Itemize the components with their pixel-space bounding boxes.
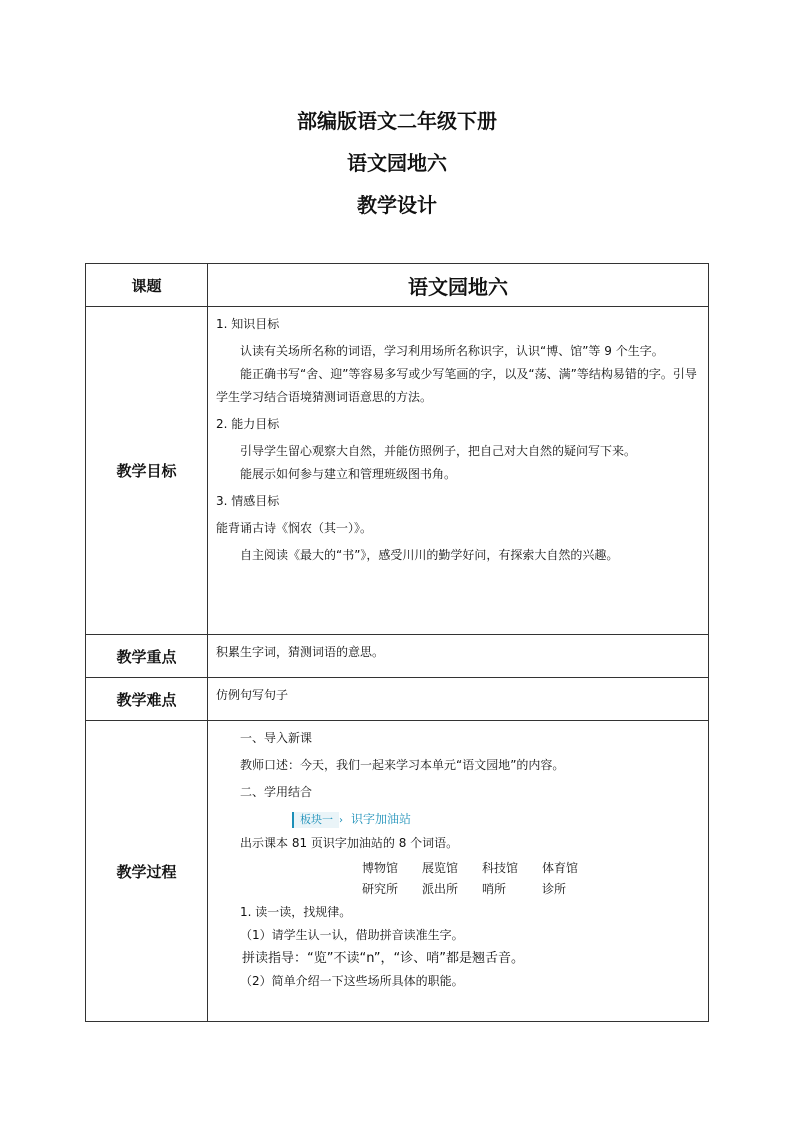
document-header bbox=[0, 100, 794, 226]
pinyin-guide: 拼读指导：“览”不读“n”，“诊、哨”都是翘舌音。 bbox=[242, 951, 524, 966]
doc-title-grade: 部编版语文二年级下册 bbox=[297, 109, 497, 133]
list-item: （1）请学生认一认，借助拼音读准生字。 bbox=[240, 928, 464, 942]
process-content bbox=[208, 721, 709, 1022]
word-item: 研究所 bbox=[362, 882, 399, 896]
emotion-goal-title: 3. 情感目标 bbox=[216, 494, 280, 508]
key-point-text: 积累生字词，猜测词语的意思。 bbox=[216, 645, 385, 659]
knowledge-goal-text: 认读有关场所名称的词语，学习利用场所名称识字，认识“博、馆”等 9 个生字。 bbox=[240, 344, 664, 358]
emotion-goal-text: 自主阅读《最大的“书”》，感受川川的勤学好问，有探索大自然的兴趣。 bbox=[240, 548, 619, 562]
word-item: 博物馆 bbox=[362, 861, 399, 875]
knowledge-goal-title: 1. 知识目标 bbox=[216, 317, 280, 331]
word-list-row bbox=[216, 880, 700, 897]
chevron-right-icon: › bbox=[339, 815, 343, 826]
step-title: 二、学用结合 bbox=[240, 785, 313, 799]
doc-title-lesson: 语文园地六 bbox=[347, 151, 447, 175]
step-text: 出示课本 81 页识字加油站的 8 个词语。 bbox=[240, 836, 459, 850]
difficulty-label: 教学难点 bbox=[86, 678, 208, 721]
list-item: 1. 读一读，找规律。 bbox=[240, 905, 352, 919]
emotion-goal-text: 能背诵古诗《悯农（其一）》。 bbox=[216, 521, 373, 535]
step-text: 教师口述：今天，我们一起来学习本单元“语文园地”的内容。 bbox=[240, 758, 565, 772]
goals-label: 教学目标 bbox=[86, 307, 208, 635]
ability-goal-text: 引导学生留心观察大自然，并能仿照例子，把自己对大自然的疑问写下来。 bbox=[240, 444, 637, 458]
word-list-row bbox=[216, 859, 700, 876]
knowledge-goal-text: 能正确书写“舍、迎”等容易多写或少写笔画的字，以及“荡、满”等结构易错的字。引导学生学习结合语境猜测词语意思的方法。 bbox=[216, 367, 697, 404]
word-item: 体育馆 bbox=[542, 861, 579, 875]
word-item: 诊所 bbox=[542, 882, 567, 896]
word-item: 哨所 bbox=[482, 882, 507, 896]
word-item: 派出所 bbox=[422, 882, 459, 896]
word-item: 科技馆 bbox=[482, 861, 519, 875]
ability-goal-title: 2. 能力目标 bbox=[216, 417, 280, 431]
section-badge: 板块一 bbox=[292, 812, 339, 828]
lesson-plan-table bbox=[85, 263, 709, 1022]
difficulty-text: 仿例句写句子 bbox=[216, 688, 289, 702]
process-label: 教学过程 bbox=[86, 721, 208, 1022]
section-title: 识字加油站 bbox=[351, 812, 412, 826]
table-row bbox=[86, 635, 709, 678]
table-row bbox=[86, 721, 709, 1022]
difficulty-content bbox=[208, 678, 709, 721]
goals-content bbox=[208, 307, 709, 635]
key-point-label: 教学重点 bbox=[86, 635, 208, 678]
ability-goal-text: 能展示如何参与建立和管理班级图书角。 bbox=[240, 467, 457, 481]
word-item: 展览馆 bbox=[422, 861, 459, 875]
key-point-content bbox=[208, 635, 709, 678]
table-row bbox=[86, 678, 709, 721]
topic-value: 语文园地六 bbox=[208, 264, 709, 307]
section-banner bbox=[216, 808, 700, 832]
step-title: 一、导入新课 bbox=[240, 731, 313, 745]
doc-title-type: 教学设计 bbox=[357, 193, 437, 217]
table-row bbox=[86, 264, 709, 307]
table-row bbox=[86, 307, 709, 635]
list-item: （2）简单介绍一下这些场所具体的职能。 bbox=[240, 974, 464, 988]
topic-label: 课题 bbox=[86, 264, 208, 307]
